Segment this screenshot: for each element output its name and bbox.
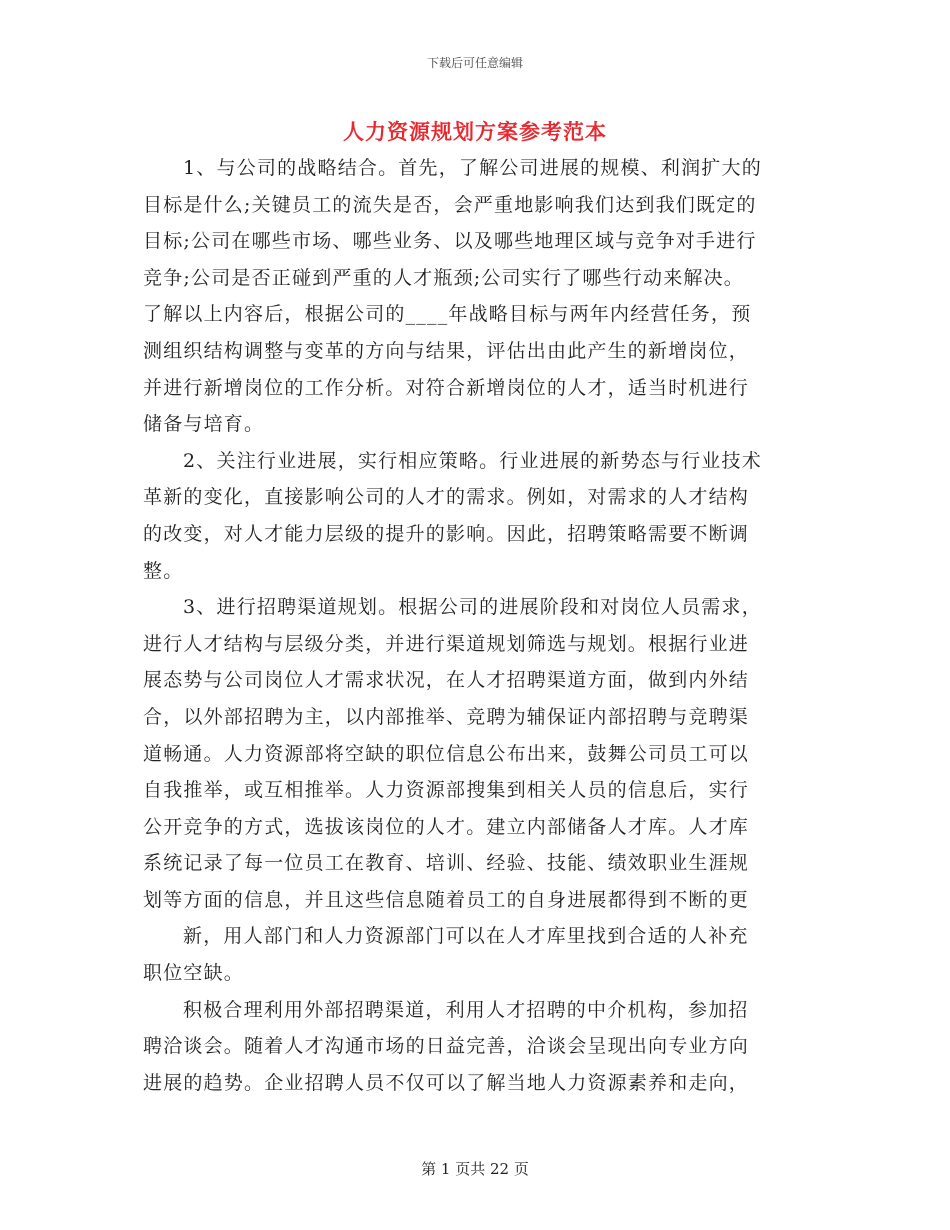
body-line: 进展的趋势。企业招聘人员不仅可以了解当地人力资源素养和走向， [143, 1071, 750, 1094]
body-line: 聘洽谈会。随着人才沟通市场的日益完善，洽谈会呈现出向专业方向 [143, 1035, 750, 1058]
document-body [143, 150, 808, 1101]
body-line: 3、进行招聘渠道规划。根据公司的进展阶段和对岗位人员需求， [183, 596, 762, 619]
body-line: 系统记录了每一位员工在教育、培训、经验、技能、绩效职业生涯规 [143, 852, 750, 875]
body-line: 1、与公司的战略结合。首先，了解公司进展的规模、利润扩大的 [183, 157, 762, 179]
body-line: 公开竞争的方式，选拔该岗位的人才。建立内部储备人才库。人才库 [143, 815, 750, 838]
body-line: 积极合理利用外部招聘渠道，利用人才招聘的中介机构，参加招 [183, 998, 749, 1021]
body-line: 新，用人部门和人力资源部门可以在人才库里找到合适的人补充 [183, 925, 749, 948]
body-line: 的改变，对人才能力层级的提升的影响。因此，招聘策略需要不断调 [143, 522, 750, 545]
body-line: 储备与培育。 [143, 413, 265, 436]
body-line: 划等方面的信息，并且这些信息随着员工的自身进展都得到不断的更 [143, 888, 750, 911]
body-line: 测组织结构调整与变革的方向与结果，评估出由此产生的新增岗位， [143, 339, 750, 362]
page-number: 第 1 页共 22 页 [421, 1160, 529, 1178]
body-line: 自我推举，或互相推举。人力资源部搜集到相关人员的信息后，实行 [143, 779, 750, 802]
header-note: 下载后可任意编辑 [426, 56, 523, 70]
body-line: 展态势与公司岗位人才需求状况，在人才招聘渠道方面，做到内外结 [143, 669, 750, 692]
body-line: 革新的变化，直接影响公司的人才的需求。例如，对需求的人才结构 [143, 486, 750, 509]
body-line: 进行人才结构与层级分类，并进行渠道规划筛选与规划。根据行业进 [143, 632, 750, 655]
body-line: 并进行新增岗位的工作分析。对符合新增岗位的人才，适当时机进行 [143, 376, 750, 399]
body-line: 了解以上内容后，根据公司的____年战略目标与两年内经营任务，预 [143, 303, 752, 326]
document-title: 人力资源规划方案参考范本 [343, 119, 607, 144]
body-line: 2、关注行业进展，实行相应策略。行业进展的新势态与行业技术 [183, 449, 762, 472]
body-line: 道畅通。人力资源部将空缺的职位信息公布出来，鼓舞公司员工可以 [143, 742, 750, 765]
body-line: 目标是什么;关键员工的流失是否，会严重地影响我们达到我们既定的 [143, 193, 757, 216]
body-line: 合，以外部招聘为主，以内部推举、竞聘为辅保证内部招聘与竞聘渠 [143, 705, 750, 728]
body-line: 职位空缺。 [143, 962, 245, 985]
body-line: 竞争;公司是否正碰到严重的人才瓶颈;公司实行了哪些行动来解决。 [143, 266, 745, 289]
body-line: 整。 [143, 559, 184, 582]
body-line: 目标;公司在哪些市场、哪些业务、以及哪些地理区域与竞争对手进行 [143, 230, 757, 253]
